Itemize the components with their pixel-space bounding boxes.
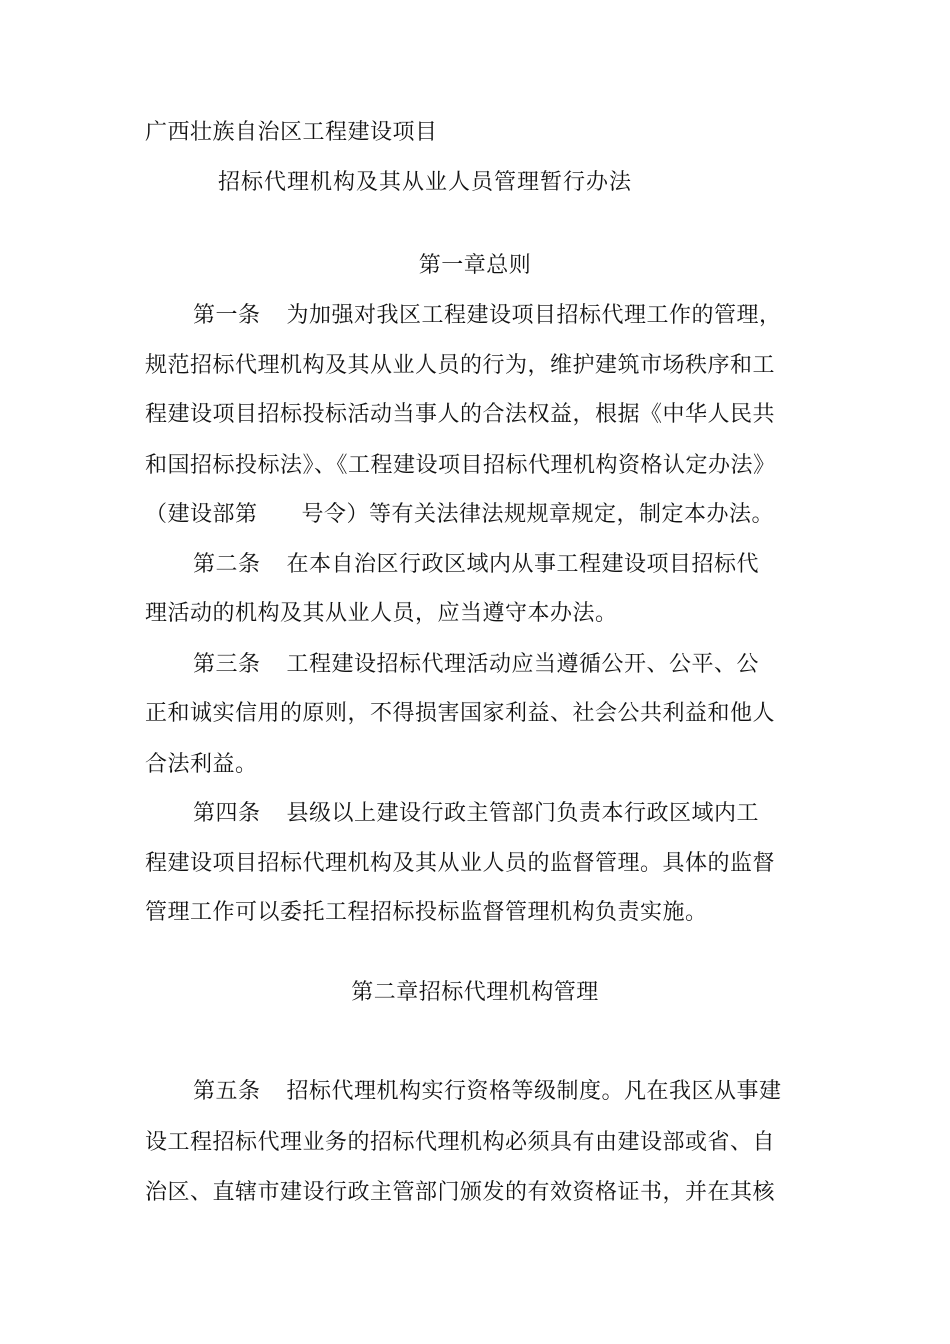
article-2-label: 第二条 bbox=[193, 552, 261, 577]
article-4-label: 第四条 bbox=[193, 801, 261, 826]
article-1-line-1 bbox=[193, 301, 858, 331]
article-1-text: 为加强对我区工程建设项目招标代理工作的管理， bbox=[286, 303, 782, 328]
article-5-text: 招标代理机构实行资格等级制度。凡在我区从事建 bbox=[286, 1079, 782, 1104]
article-3-line-3: 合法利益。 bbox=[145, 752, 258, 777]
article-1-line-5 bbox=[145, 500, 810, 530]
article-1-line-2: 规范招标代理机构及其从业人员的行为，维护建筑市场秩序和工 bbox=[145, 353, 776, 378]
article-3-text: 工程建设招标代理活动应当遵循公开、公平、公 bbox=[286, 652, 760, 677]
article-1-line-4: 和国招标投标法》、《工程建设项目招标代理机构资格认定办法》 bbox=[145, 453, 776, 478]
article-5-label: 第五条 bbox=[193, 1079, 261, 1104]
article-5-line-1 bbox=[193, 1077, 858, 1107]
article-3-label: 第三条 bbox=[193, 652, 261, 677]
title-line-2: 招标代理机构及其从业人员管理暂行办法 bbox=[218, 170, 633, 195]
article-1-text-5b: 号令）等有关法律法规规章规定，制定本办法。 bbox=[301, 502, 775, 527]
article-5-line-3: 治区、直辖市建设行政主管部门颁发的有效资格证书，并在其核 bbox=[145, 1180, 776, 1205]
article-5-line-2: 设工程招标代理业务的招标代理机构必须具有由建设部或省、自 bbox=[145, 1130, 776, 1155]
article-3-line-2: 正和诚实信用的原则，不得损害国家利益、社会公共利益和他人 bbox=[145, 701, 776, 726]
chapter-1-heading: 第一章总则 bbox=[418, 253, 532, 278]
article-2-line-2: 理活动的机构及其从业人员，应当遵守本办法。 bbox=[145, 601, 618, 626]
article-4-line-1 bbox=[193, 799, 858, 829]
chapter-2-heading: 第二章招标代理机构管理 bbox=[351, 980, 599, 1005]
article-4-line-3: 管理工作可以委托工程招标投标监督管理机构负责实施。 bbox=[145, 900, 708, 925]
title-line-1: 广西壮族自治区工程建设项目 bbox=[145, 120, 438, 145]
article-3-line-1 bbox=[193, 650, 858, 680]
article-2-text: 在本自治区行政区域内从事工程建设项目招标代 bbox=[286, 552, 760, 577]
article-1-line-3: 程建设项目招标投标活动当事人的合法权益，根据《中华人民共 bbox=[145, 402, 776, 427]
article-4-line-2: 程建设项目招标代理机构及其从业人员的监督管理。具体的监督 bbox=[145, 851, 776, 876]
article-2-line-1 bbox=[193, 550, 858, 580]
article-4-text: 县级以上建设行政主管部门负责本行政区域内工 bbox=[286, 801, 760, 826]
article-1-label: 第一条 bbox=[193, 303, 261, 328]
article-1-text-5a: （建设部第 bbox=[145, 502, 258, 527]
